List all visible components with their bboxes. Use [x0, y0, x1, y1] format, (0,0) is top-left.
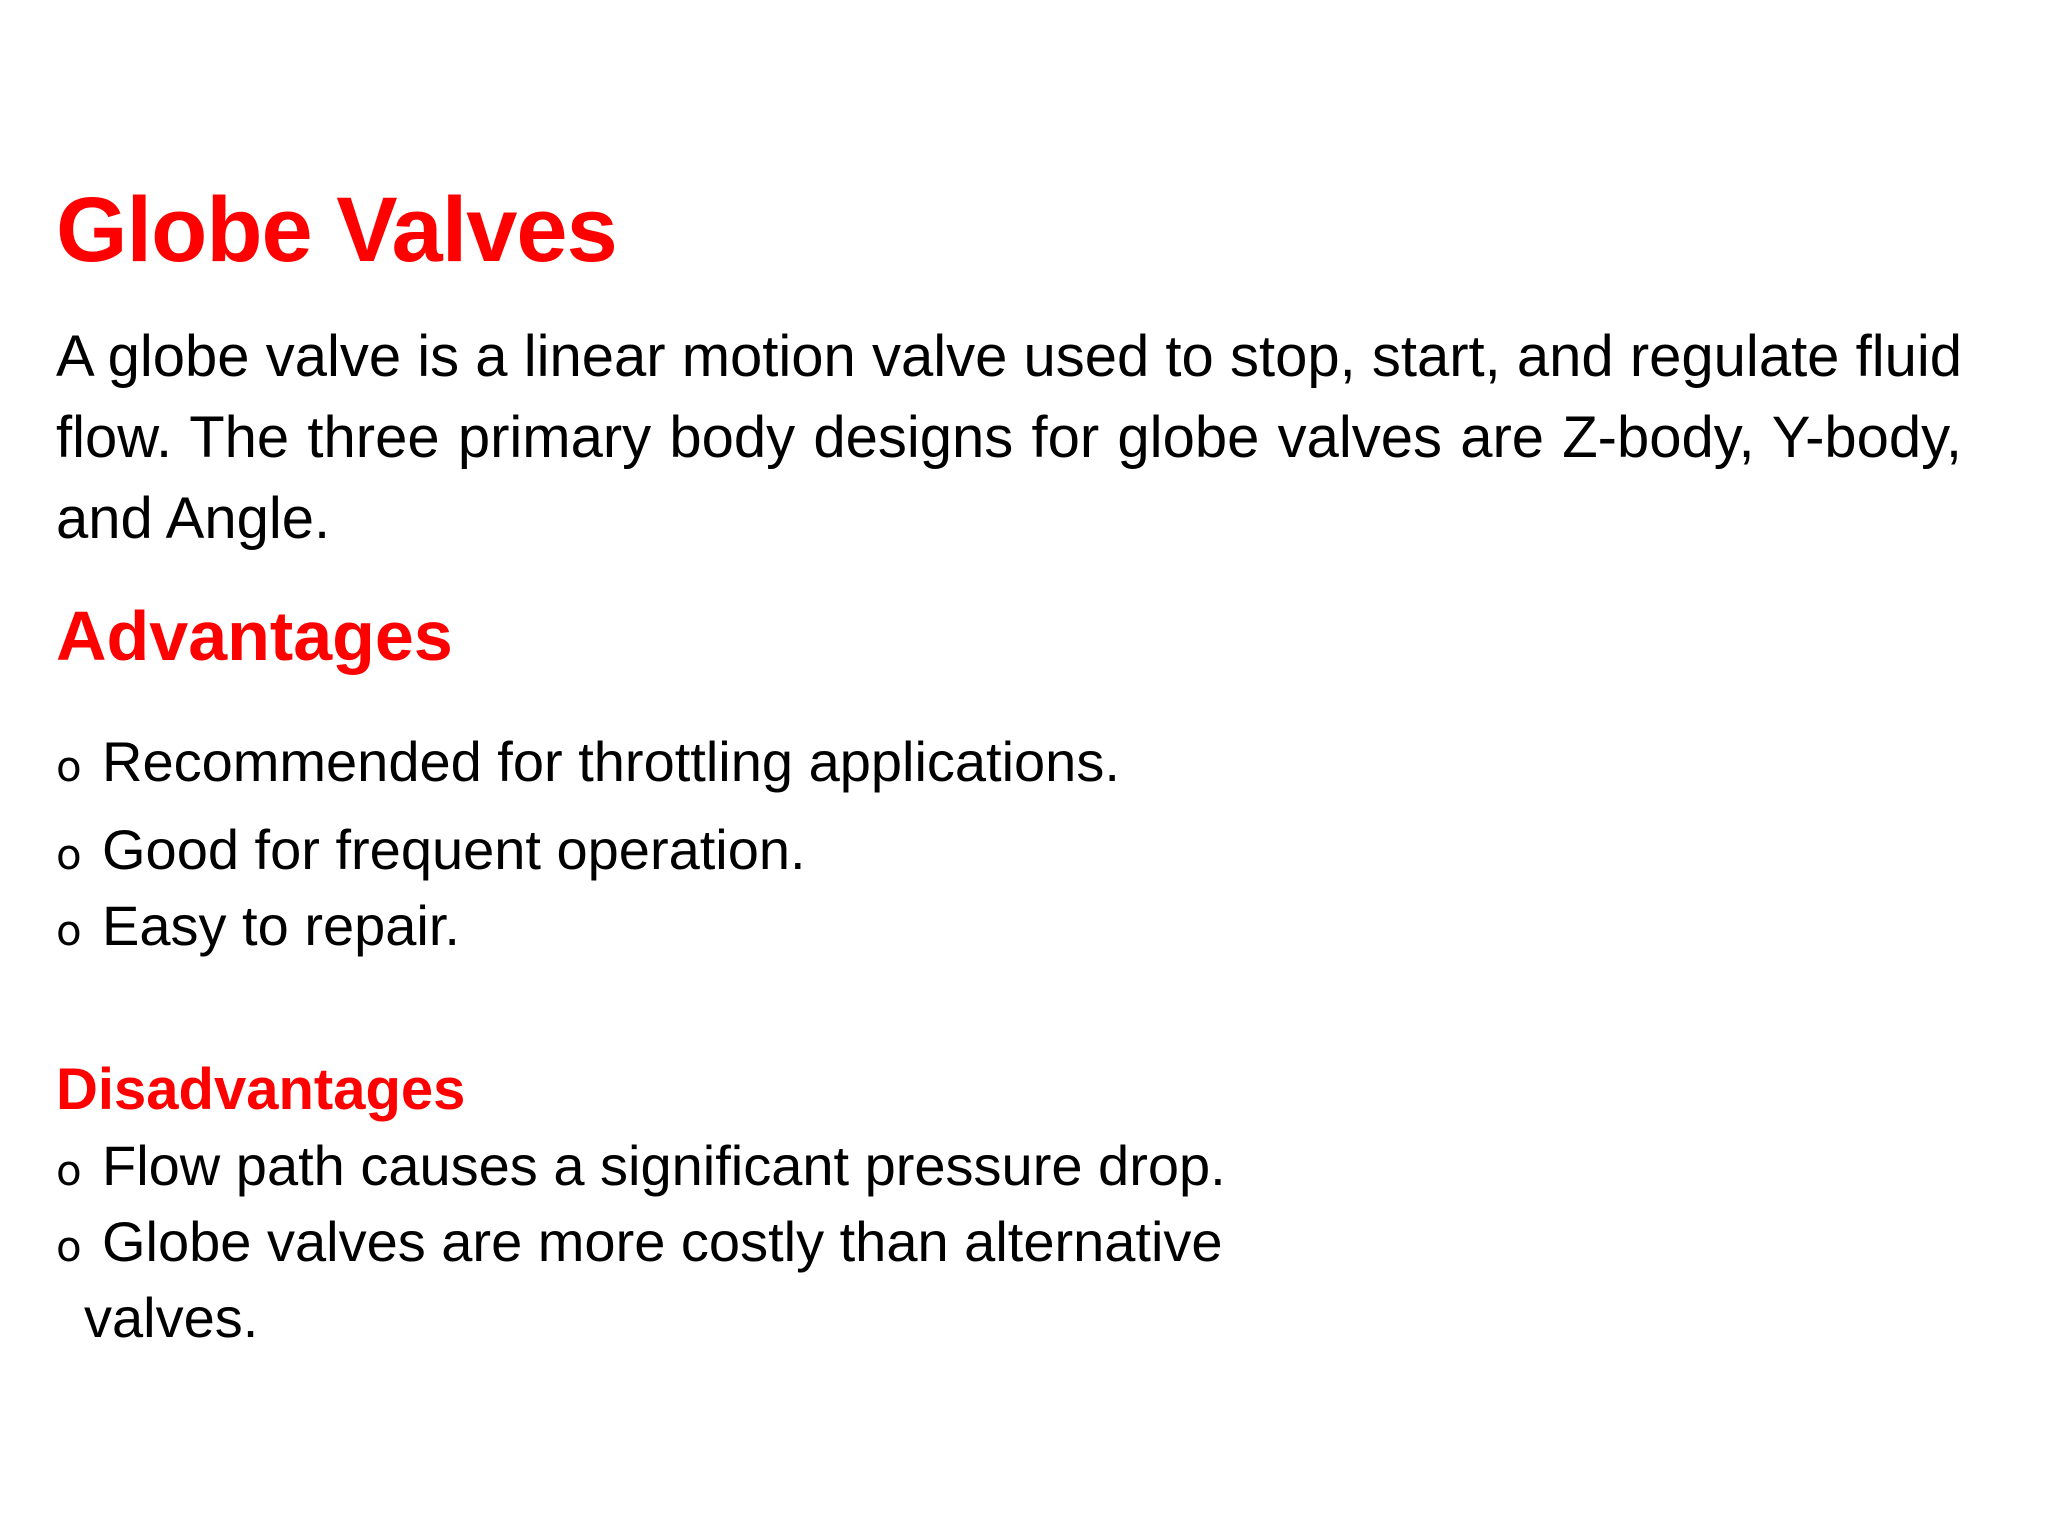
intro-paragraph: A globe valve is a linear motion valve used to stop, start, and regulate fluid flow. The three primary body designs for globe valves are Z-body, Y-body, and Angle.: [56, 324, 1962, 551]
advantage-item: [56, 815, 806, 885]
advantage-item-text: Easy to repair.: [102, 894, 460, 957]
bullet-circle-icon: o: [56, 1222, 82, 1271]
bullet-circle-icon: o: [56, 742, 82, 791]
disadvantage-item: [56, 1207, 1223, 1277]
disadvantages-heading: Disadvantages: [56, 1057, 466, 1122]
advantages-heading: Advantages: [56, 597, 453, 675]
disadvantage-item: [56, 1131, 1226, 1201]
bullet-circle-icon: o: [56, 906, 82, 955]
bullet-circle-icon: o: [56, 1146, 82, 1195]
advantage-item: [56, 891, 460, 961]
disadvantage-item-continuation: valves.: [84, 1286, 259, 1349]
bullet-circle-icon: o: [56, 830, 82, 879]
disadvantage-item-text: Globe valves are more costly than alternative: [102, 1210, 1223, 1273]
advantage-item: [56, 727, 1120, 797]
advantage-item-text: Recommended for throttling applications.: [102, 730, 1120, 793]
advantage-item-text: Good for frequent operation.: [102, 818, 806, 881]
disadvantage-item-text: Flow path causes a significant pressure drop.: [102, 1134, 1226, 1197]
slide-title: Globe Valves: [56, 179, 617, 281]
